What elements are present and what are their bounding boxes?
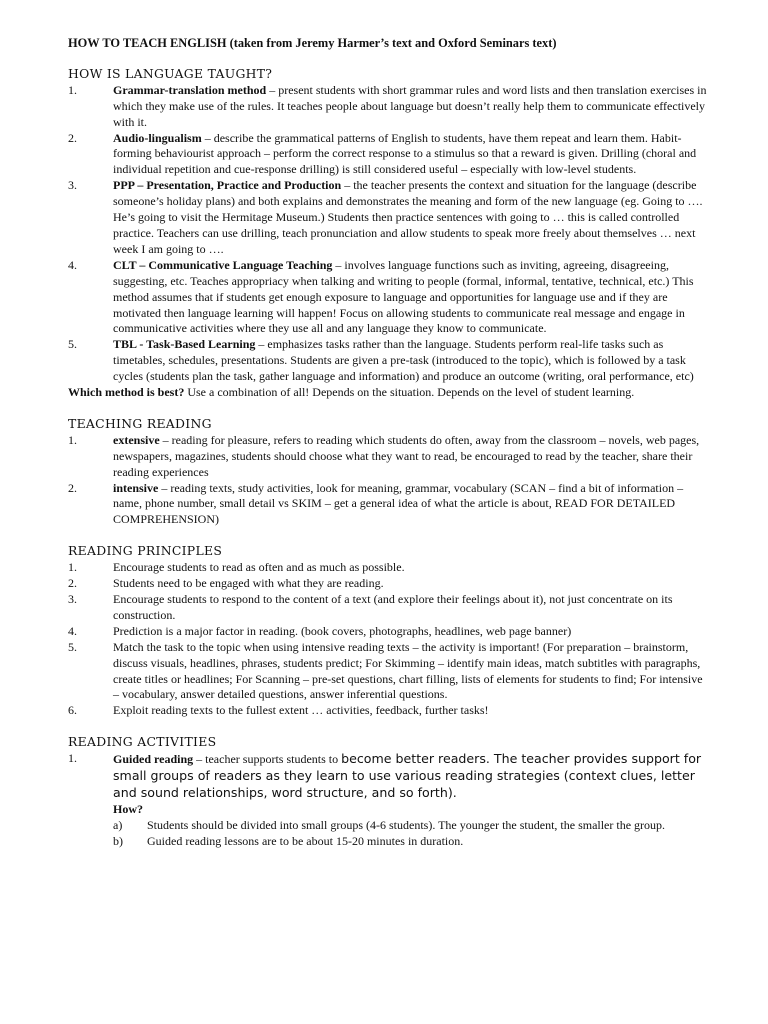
reading-type-term: intensive	[113, 480, 159, 495]
list-number: 2.	[68, 576, 77, 591]
list-number: 1.	[68, 82, 77, 97]
list-number: 2.	[68, 480, 77, 495]
document-title: HOW TO TEACH ENGLISH (taken from Jeremy Harmer’s text and Oxford Seminars text)	[68, 36, 557, 50]
list-item	[68, 624, 708, 640]
section-heading-language-taught: HOW IS LANGUAGE TAUGHT?	[68, 65, 273, 81]
sub-list-label: b)	[113, 833, 123, 848]
sub-list-item	[113, 818, 708, 834]
principle-text: Prediction is a major factor in reading. (book covers, photographs, headlines, web page banner)	[113, 623, 572, 638]
list-item	[68, 258, 708, 338]
list-number: 3.	[68, 592, 77, 606]
method-term: PPP – Presentation, Practice and Production	[113, 178, 342, 193]
method-description: – emphasizes tasks rather than the language. Students perform real-life tasks such as timetables, schedules, presentations. Students are given a pre-task (introduced to the topic), which is followed by a task cycles (students plan the task, gather language and information) and produce an outcome (writing, oral performance, etc)	[113, 337, 694, 384]
list-number: 1.	[68, 751, 77, 766]
list-item	[68, 560, 708, 576]
section-heading-reading-activities: READING ACTIVITIES	[68, 734, 217, 750]
method-term: CLT – Communicative Language Teaching	[113, 257, 333, 272]
sub-list-item	[113, 834, 708, 850]
list-item	[68, 751, 708, 818]
reading-type-description: – reading for pleasure, refers to reading which students do often, away from the classroom – novels, web pages, newspapers, magazines, students should choose what they want to read, be encouraged to read by the teacher, share their reading experiences	[113, 432, 700, 479]
method-description: – the teacher presents the context and situation for the language (describe someone’s holiday plans) and both explains and demonstrates the meaning and form of the new language (eg. Going to …. He’s going to visit the Hermitage Museum.) Students then practice sentences with going to … this is called controlled practice. Teachers can use drilling, teach pronunciation and allow students to speak more freely about themselves … next week I am going to ….	[113, 178, 703, 256]
list-item	[68, 640, 708, 704]
which-method-label: Which method is best?	[68, 385, 185, 400]
principle-text: Match the task to the topic when using intensive reading texts – the activity is important! (For preparation – brainstorm, discuss visuals, headlines, phrases, students predict; For Skimming – identify main ideas, match subtitles with paragraphs, create titles or headlines; For Scanning – pre-set questions, chart filling, lists of elements for students to find; For intensive – vocabulary, answer detailed questions, answer inferential questions.	[113, 639, 703, 702]
principle-text: Encourage students to read as often and as much as possible.	[113, 560, 405, 575]
method-description: – describe the grammatical patterns of English to students, have them repeat and learn them. Habit-forming behaviourist approach – perform the correct response to a stimulus so that a reward is given. Drilling (choral and individual repetition and cue-response drilling) is still considered useful – especially with low-level students.	[113, 130, 697, 177]
principle-text: Encourage students to respond to the content of a text (and explore their feelings about it), not just concentrate on its construction.	[113, 592, 673, 622]
principle-text: Students need to be engaged with what they are reading.	[113, 576, 384, 591]
list-number: 2.	[68, 130, 77, 145]
list-item	[68, 433, 708, 481]
section-heading-teaching-reading: TEACHING READING	[68, 415, 212, 431]
list-number: 4.	[68, 623, 77, 638]
list-number: 1.	[68, 432, 77, 447]
method-term: Audio-lingualism	[113, 130, 202, 145]
which-method-paragraph	[68, 385, 708, 401]
list-number: 6.	[68, 703, 77, 718]
reading-type-term: extensive	[113, 432, 160, 447]
which-method-text: Use a combination of all! Depends on the situation. Depends on the level of student learning.	[184, 385, 635, 400]
list-item	[68, 576, 708, 592]
list-number: 1.	[68, 560, 77, 575]
list-item	[68, 481, 708, 529]
sub-list-text: Students should be divided into small groups (4-6 students). The younger the student, the smaller the group.	[147, 817, 666, 832]
activity-description: – teacher supports students to	[193, 752, 342, 767]
activity-term: Guided reading	[113, 752, 194, 767]
principle-text: Exploit reading texts to the fullest extent … activities, feedback, further tasks!	[113, 703, 489, 718]
section-heading-reading-principles: READING PRINCIPLES	[68, 543, 223, 559]
method-description: – involves language functions such as inviting, agreeing, disagreeing, suggesting, etc. Teaches appropriacy when talking and writing to people (formal, informal, tentative, technical, etc.) This method assumes that if students get enough exposure to language and opportunities for language use and if they are motivated then language learning will happen! Focus on allowing students to communicate real message and engage in communicative activities where they use all and any language they know to communicate.	[113, 257, 694, 336]
method-term: Grammar-translation method	[113, 82, 267, 97]
list-number: 5.	[68, 337, 77, 352]
activity-description-continued: become better readers. The teacher provides support for small groups of readers as they learn to use various reading strategies (context clues, letter and sound relationships, word structure, and so forth).	[113, 751, 702, 800]
list-item	[68, 703, 708, 719]
list-item	[68, 337, 708, 385]
list-item	[68, 131, 708, 179]
sub-list-label: a)	[113, 817, 123, 832]
reading-type-description: – reading texts, study activities, look for meaning, grammar, vocabulary (SCAN – find a bit of information – name, phone number, small detail vs SKIM – get a general idea of what the article is about, READ FOR DETAILED COMPREHENSION)	[113, 480, 684, 527]
list-item	[68, 178, 708, 258]
method-description: – present students with short grammar rules and word lists and then translation exercises in which they make use of the rules. It teaches people about language but doesn’t really help them to communicate effectively with it.	[113, 82, 707, 129]
list-number: 5.	[68, 639, 77, 654]
method-term: TBL - Task-Based Learning	[113, 337, 256, 352]
list-item	[68, 83, 708, 131]
list-number: 3.	[68, 178, 77, 193]
sub-list-text: Guided reading lessons are to be about 15-20 minutes in duration.	[147, 833, 464, 848]
list-item	[68, 592, 708, 624]
how-label: How?	[113, 801, 143, 816]
list-number: 4.	[68, 257, 77, 272]
